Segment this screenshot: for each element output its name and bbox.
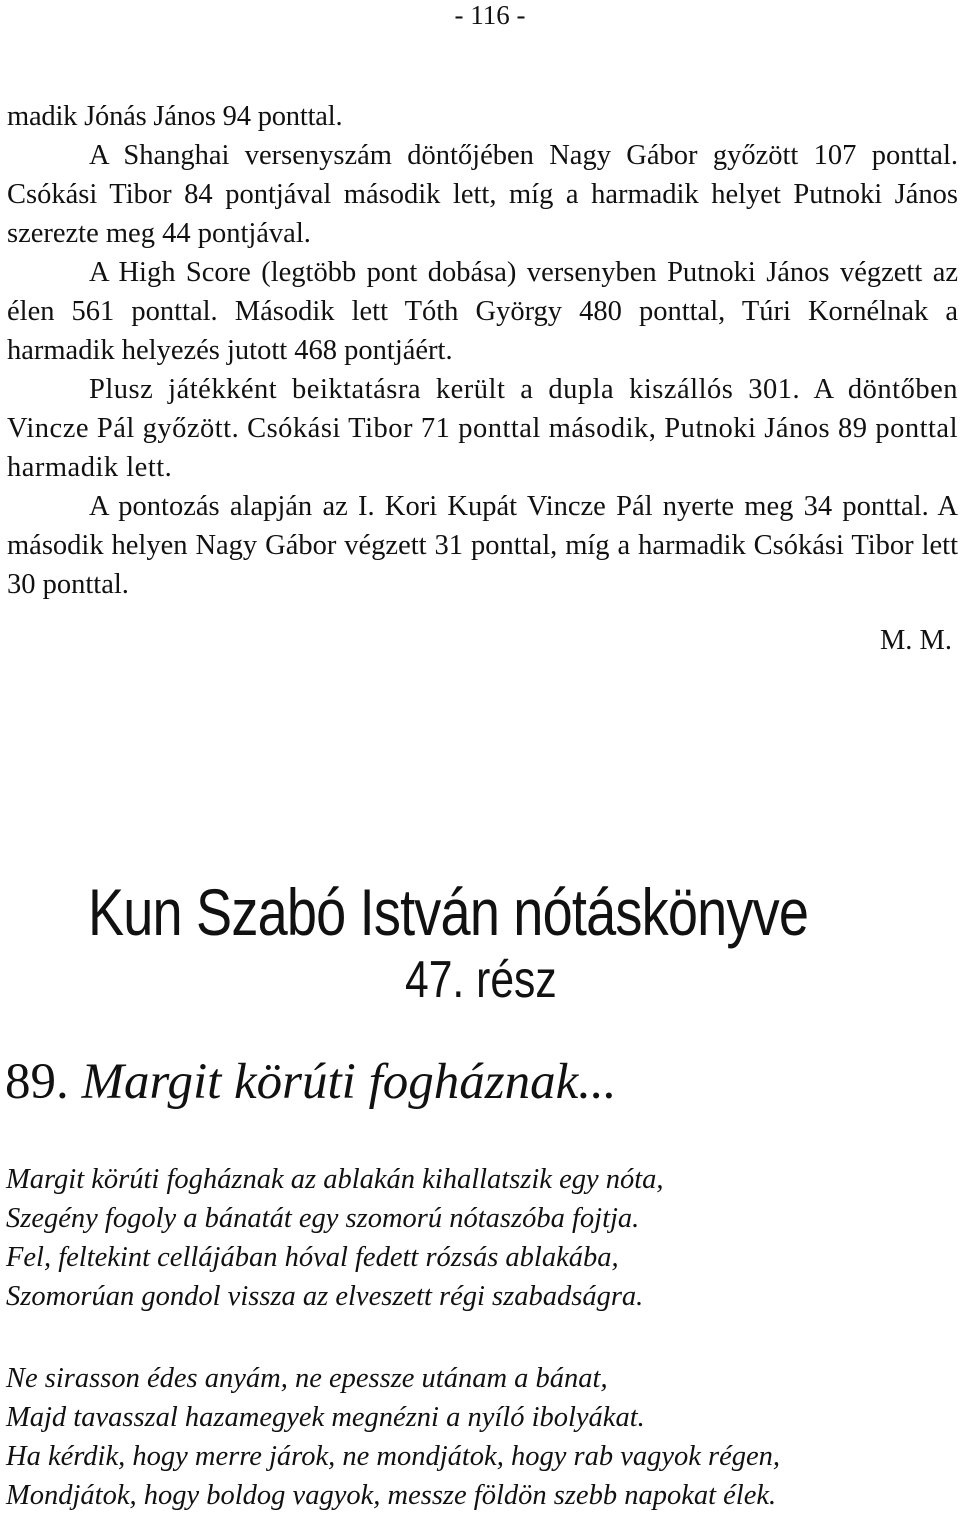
report-paragraph: A High Score (legtöbb pont dobása) versenyben Putnoki János végzett az élen 561 ponttal. Második lett Tóth György 480 ponttal, Túri Kornélnak a harmadik helyezés jutott 468 pontjáért.	[7, 257, 958, 366]
verse-line: Ha kérdik, hogy merre járok, ne mondjátok, hogy rab vagyok régen,	[6, 1441, 781, 1472]
report-paragraph: A Shanghai versenyszám döntőjében Nagy Gábor győzött 107 ponttal. Csókási Tibor 84 pontjával második lett, míg a harmadik helyet Putnoki János szerezte meg 44 pontjával.	[7, 140, 958, 249]
song-number: 89.	[5, 1054, 69, 1110]
song-name: Margit körúti fogháznak...	[81, 1054, 617, 1110]
report-paragraph: Plusz játékként beiktatásra került a dupla kiszállós 301. A döntőben Vincze Pál győzött. Csókási Tibor 71 ponttal második, Putnoki János 89 ponttal harmadik lett.	[7, 374, 958, 483]
series-title: Kun Szabó István nótáskönyve	[88, 875, 809, 949]
author-signature: M. M.	[879, 625, 952, 656]
verse-line: Margit körúti fogháznak az ablakán kihallatszik egy nóta,	[6, 1164, 664, 1195]
series-part: 47. rész	[405, 951, 557, 1009]
report-paragraph: A pontozás alapján az I. Kori Kupát Vincze Pál nyerte meg 34 ponttal. A második helyen Nagy Gábor végzett 31 ponttal, míg a harmadik Csókási Tibor lett 30 ponttal.	[7, 491, 958, 600]
verse-line: Fel, feltekint cellájában hóval fedett rózsás ablakába,	[6, 1242, 619, 1273]
report-paragraph: madik Jónás János 94 ponttal.	[7, 101, 343, 132]
song-verse	[6, 1359, 960, 1515]
song-title	[5, 1052, 617, 1112]
verse-line: Szomorúan gondol vissza az elveszett régi szabadságra.	[6, 1281, 644, 1312]
song-verse	[6, 1160, 960, 1316]
verse-line: Majd tavasszal hazamegyek megnézni a nyíló ibolyákat.	[6, 1402, 645, 1433]
verse-line: Mondjátok, hogy boldog vagyok, messze földön szebb napokat élek.	[6, 1480, 777, 1511]
page-number: - 116 -	[454, 0, 526, 30]
darts-report	[7, 97, 958, 604]
verse-line: Szegény fogoly a bánatát egy szomorú nótaszóba fojtja.	[6, 1203, 640, 1234]
verse-line: Ne sirasson édes anyám, ne epessze utánam a bánat,	[6, 1363, 608, 1394]
